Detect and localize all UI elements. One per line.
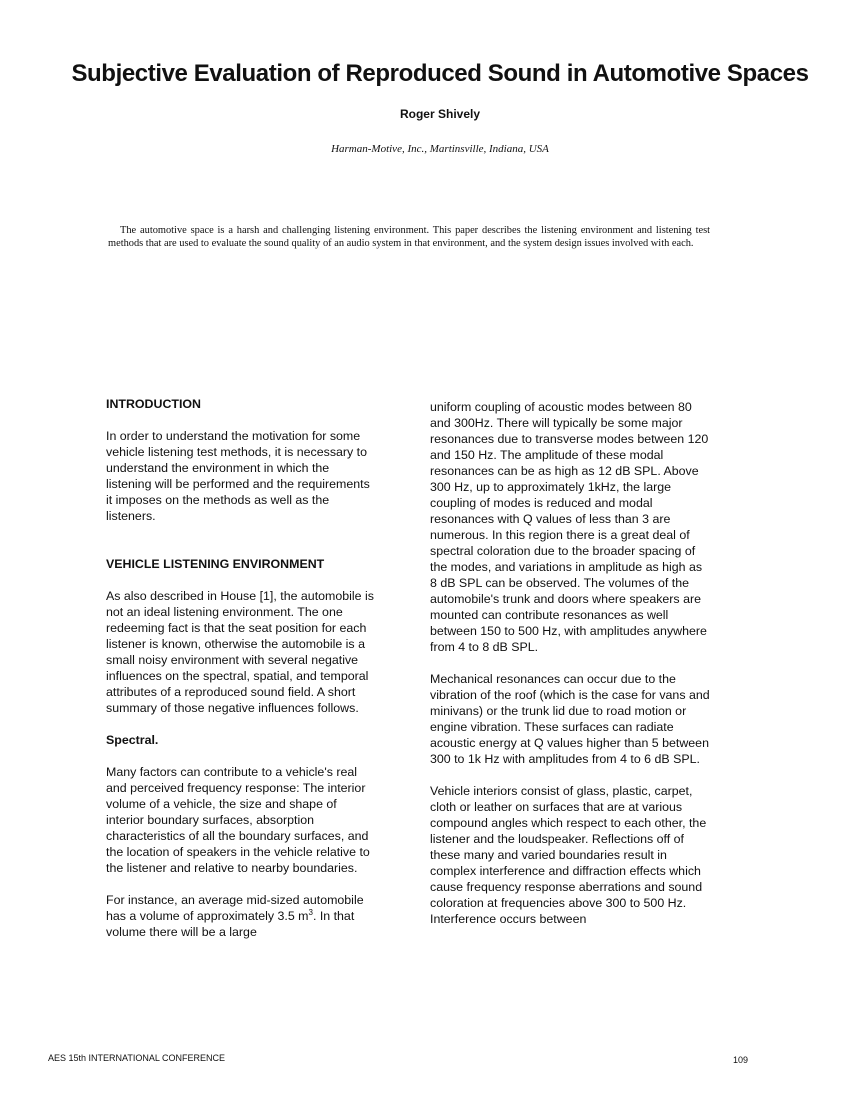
abstract: The automotive space is a harsh and challenging listening environment. This paper describes the listening environment and listening test methods that are used to evaluate the sound quality of an audio system in that environment, and the system design issues involved with each. (108, 225, 710, 249)
environment-paragraph: As also described in House [1], the automobile is not an ideal listening environment. The one redeeming fact is that the seat position for each listener is known, otherwise the automobile is a small noisy environment with several negative influences on the spectral, spatial, and temporal attributes of a reproduced sound field. A short summary of those negative influences follows. (106, 589, 374, 715)
instance-paragraph (106, 892, 374, 940)
left-column (106, 396, 374, 956)
spectral-paragraph: Many factors can contribute to a vehicle's real and perceived frequency response: The interior volume of a vehicle, the size and shape of interior boundary surfaces, absorption characteristics of all the boundary surfaces, and the location of speakers in the vehicle relative to the listener and relative to nearby boundaries. (106, 765, 370, 875)
instance-text-start: For instance, an average mid-sized automobile has a volume of approximately 3.5 m (106, 893, 364, 923)
paper-title: Subjective Evaluation of Reproduced Sound in Automotive Spaces (71, 60, 809, 87)
interior-surfaces-paragraph: Vehicle interiors consist of glass, plastic, carpet, cloth or leather on surfaces that are at various compound angles which respect to each other, the listener and the loudspeaker. Reflections off of these many and varied boundaries result in complex interference and diffraction effects which cause frequency response aberrations and sound coloration at frequencies above 300 to 500 Hz. Interference occurs between (430, 784, 707, 926)
superscript-cubed: 3 (308, 907, 313, 917)
footer-conference: AES 15th INTERNATIONAL CONFERENCE (48, 1053, 226, 1063)
instance-text-end: . In that volume there will be a large (106, 909, 355, 939)
author-affiliation: Harman-Motive, Inc., Martinsville, Indiana, USA (331, 143, 549, 155)
subsection-heading-spectral: Spectral. (106, 733, 159, 747)
right-column (430, 399, 710, 943)
title-block (60, 58, 820, 155)
modal-resonance-paragraph: uniform coupling of acoustic modes between 80 and 300Hz. There will typically be some major resonances due to transverse modes between 120 and 150 Hz. The amplitude of these modal resonances can be as high as 12 dB SPL. Above 300 Hz, up to approximately 1kHz, the large coupling of modes is reduced and modal resonances with Q values of less than 3 are numerous. In this region there is a great deal of spectral coloration due to the broader spacing of the modes, and variations in amplitude as high as 8 dB SPL can be observed. The volumes of the automobile's trunk and doors where speakers are mounted can contribute resonances as well between 150 to 500 Hz, with amplitudes anywhere from 4 to 8 dB SPL. (430, 400, 709, 654)
page-number: 109 (733, 1055, 749, 1065)
section-heading-introduction: INTRODUCTION (106, 397, 201, 411)
author-name: Roger Shively (399, 107, 481, 121)
section-heading-vehicle-listening-environment: VEHICLE LISTENING ENVIRONMENT (106, 557, 325, 571)
introduction-paragraph: In order to understand the motivation for some vehicle listening test methods, it is necessary to understand the environment in which the listening will be performed and the requirements it imposes on the methods as well as the listeners. (106, 429, 370, 523)
mechanical-resonance-paragraph: Mechanical resonances can occur due to the vibration of the roof (which is the case for vans and minivans) or the trunk lid due to road motion or engine vibration. These surfaces can radiate acoustic energy at Q values higher than 5 between 300 to 1k Hz with amplitudes from 4 to 6 dB SPL. (430, 672, 710, 766)
